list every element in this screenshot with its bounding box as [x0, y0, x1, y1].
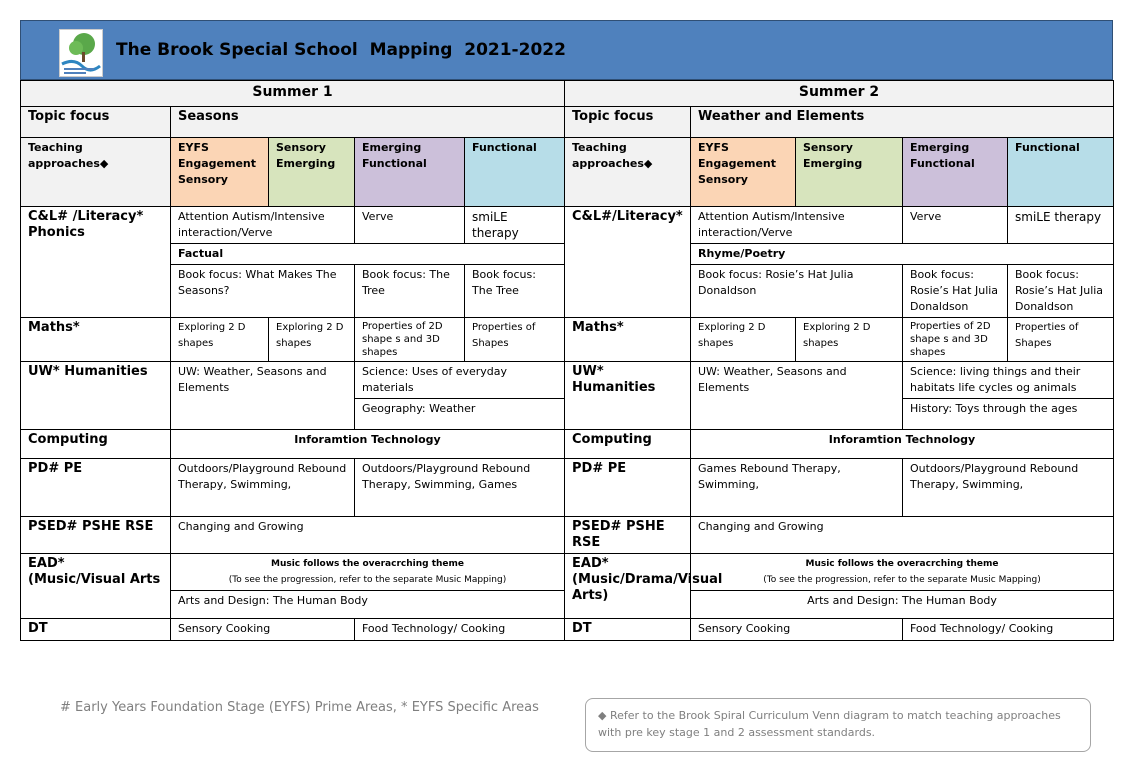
dt-label: DT [21, 619, 171, 641]
ead-s1-music [171, 554, 565, 591]
uw-label-2: UW* Humanities [565, 362, 691, 430]
approach-sensory-label-2: Sensory Emerging [803, 141, 863, 170]
music-title-2: Music follows the overacrching theme [805, 559, 999, 569]
psed-label: PSED# PSHE RSE [21, 517, 171, 554]
ead-row-1 [21, 554, 1114, 591]
teaching-approaches-label-2 [565, 138, 691, 207]
ead-s2-music [691, 554, 1114, 591]
teaching-label-line2: approaches◆ [572, 157, 653, 170]
pd-s2-b: Outdoors/Playground Rebound Therapy, Swimming, [903, 459, 1114, 517]
term-summer2: Summer 2 [565, 81, 1114, 107]
cl-s2-book1: Book focus: Rosie’s Hat Julia Donaldson [691, 265, 903, 318]
approach-emerging-label: Emerging Functional [362, 141, 427, 170]
maths-s2-c1: Exploring 2 D shapes [691, 318, 796, 362]
teaching-approaches-row [21, 138, 1114, 207]
maths-label: Maths* [21, 318, 171, 362]
cl-row-1 [21, 207, 1114, 244]
cl-s2-c: smiLE therapy [1008, 207, 1114, 244]
pd-s2-a: Games Rebound Therapy, Swimming, [691, 459, 903, 517]
teaching-label-line1: Teaching [572, 141, 627, 154]
approach-functional-label: Functional [472, 141, 537, 154]
maths-label-2: Maths* [565, 318, 691, 362]
mapping-document [20, 20, 1113, 641]
uw-s1-c: Geography: Weather [355, 399, 565, 430]
uw-s2-c: History: Toys through the ages [903, 399, 1114, 430]
cl-s1-book2: Book focus: The Tree [355, 265, 465, 318]
uw-s2-a: UW: Weather, Seasons and Elements [691, 362, 903, 430]
pd-s1-a: Outdoors/Playground Rebound Therapy, Swimming, [171, 459, 355, 517]
approach-functional-s2 [1008, 138, 1114, 207]
ead-s2-art: Arts and Design: The Human Body [691, 591, 1114, 619]
pd-row [21, 459, 1114, 517]
cl-s2-book3: Book focus: Rosie’s Hat Julia Donaldson [1008, 265, 1114, 318]
approach-eyfs-s1 [171, 138, 269, 207]
pd-s1-b: Outdoors/Playground Rebound Therapy, Swimming, Games [355, 459, 565, 517]
maths-s1-c2: Exploring 2 D shapes [269, 318, 355, 362]
psed-s1: Changing and Growing [171, 517, 565, 554]
maths-s2-c3: Properties of 2D shape s and 3D shapes [903, 318, 1008, 362]
cl-s2-b: Verve [903, 207, 1008, 244]
computing-label: Computing [21, 430, 171, 459]
uw-label: UW* Humanities [21, 362, 171, 430]
ead-label-2: EAD* (Music/Drama/Visual Arts) [565, 554, 691, 619]
teaching-approaches-label: Teaching approaches◆ [21, 138, 171, 207]
approach-emerging-s2 [903, 138, 1008, 207]
approach-eyfs-s2 [691, 138, 796, 207]
uw-s2-b: Science: living things and their habitats life cycles og animals [903, 362, 1114, 399]
approach-eyfs-label-2: EYFS Engagement Sensory [698, 141, 776, 186]
pd-label-2: PD# PE [565, 459, 691, 517]
cl-s2-a: Attention Autism/Intensive interaction/Verve [691, 207, 903, 244]
page-title: The Brook Special School Mapping 2021-2022 [116, 40, 566, 60]
dt-s2-b: Food Technology/ Cooking [903, 619, 1114, 641]
dt-row [21, 619, 1114, 641]
approach-functional-label-2: Functional [1015, 141, 1080, 154]
uw-s1-b: Science: Uses of everyday materials [355, 362, 565, 399]
cl-label: C&L# /Literacy* Phonics [21, 207, 171, 318]
maths-s2-c2: Exploring 2 D shapes [796, 318, 903, 362]
psed-label-2: PSED# PSHE RSE [565, 517, 691, 554]
title-banner [20, 20, 1113, 80]
topic-focus-s1: Seasons [171, 107, 565, 138]
approach-sensory-s2 [796, 138, 903, 207]
topic-focus-row [21, 107, 1114, 138]
uw-row-1 [21, 362, 1114, 399]
psed-row [21, 517, 1114, 554]
cl-s1-genre: Factual [171, 244, 565, 265]
cl-s2-genre: Rhyme/Poetry [691, 244, 1114, 265]
maths-s1-c1: Exploring 2 D shapes [171, 318, 269, 362]
approach-emerging-s1 [355, 138, 465, 207]
topic-focus-label: Topic focus [21, 107, 171, 138]
computing-s2: Inforamtion Technology [691, 430, 1114, 459]
cl-s1-book1: Book focus: What Makes The Seasons? [171, 265, 355, 318]
computing-s1: Inforamtion Technology [171, 430, 565, 459]
topic-focus-label-2: Topic focus [565, 107, 691, 138]
music-note-2: (To see the progression, refer to the separate Music Mapping) [763, 575, 1041, 585]
cl-s1-c: smiLE therapy [465, 207, 565, 244]
cl-s1-book3: Book focus: The Tree [465, 265, 565, 318]
maths-s1-c3: Properties of 2D shape s and 3D shapes [355, 318, 465, 362]
music-note: (To see the progression, refer to the separate Music Mapping) [228, 575, 507, 585]
approach-emerging-label-2: Emerging Functional [910, 141, 975, 170]
topic-focus-s2: Weather and Elements [691, 107, 1114, 138]
cl-s1-a: Attention Autism/Intensive interaction/Verve [171, 207, 355, 244]
term-summer1: Summer 1 [21, 81, 565, 107]
dt-s1-a: Sensory Cooking [171, 619, 355, 641]
uw-s1-a: UW: Weather, Seasons and Elements [171, 362, 355, 430]
dt-label-2: DT [565, 619, 691, 641]
music-title: Music follows the overacrching theme [270, 559, 465, 569]
cl-s2-book2: Book focus: Rosie’s Hat Julia Donaldson [903, 265, 1008, 318]
curriculum-table [20, 80, 1114, 641]
term-header-row [21, 81, 1114, 107]
approach-sensory-s1 [269, 138, 355, 207]
footer-key: # Early Years Foundation Stage (EYFS) Prime Areas, * EYFS Specific Areas [60, 700, 539, 715]
maths-s2-c4: Properties of Shapes [1008, 318, 1114, 362]
ead-s1-art: Arts and Design: The Human Body [171, 591, 565, 619]
dt-s1-b: Food Technology/ Cooking [355, 619, 565, 641]
maths-row [21, 318, 1114, 362]
ead-label: EAD* (Music/Visual Arts [21, 554, 171, 619]
approach-eyfs-label: EYFS Engagement Sensory [178, 141, 256, 186]
computing-label-2: Computing [565, 430, 691, 459]
psed-s2: Changing and Growing [691, 517, 1114, 554]
school-logo [59, 29, 103, 77]
dt-s2-a: Sensory Cooking [691, 619, 903, 641]
approach-functional-s1 [465, 138, 565, 207]
maths-s1-c4: Properties of Shapes [465, 318, 565, 362]
pd-label: PD# PE [21, 459, 171, 517]
footer-note: ◆ Refer to the Brook Spiral Curriculum Venn diagram to match teaching approaches with pre key stage 1 and 2 assessment standards. [585, 698, 1091, 752]
cl-s1-b: Verve [355, 207, 465, 244]
approach-sensory-label: Sensory Emerging [276, 141, 336, 170]
cl-label-2: C&L#/Literacy* [565, 207, 691, 318]
computing-row [21, 430, 1114, 459]
